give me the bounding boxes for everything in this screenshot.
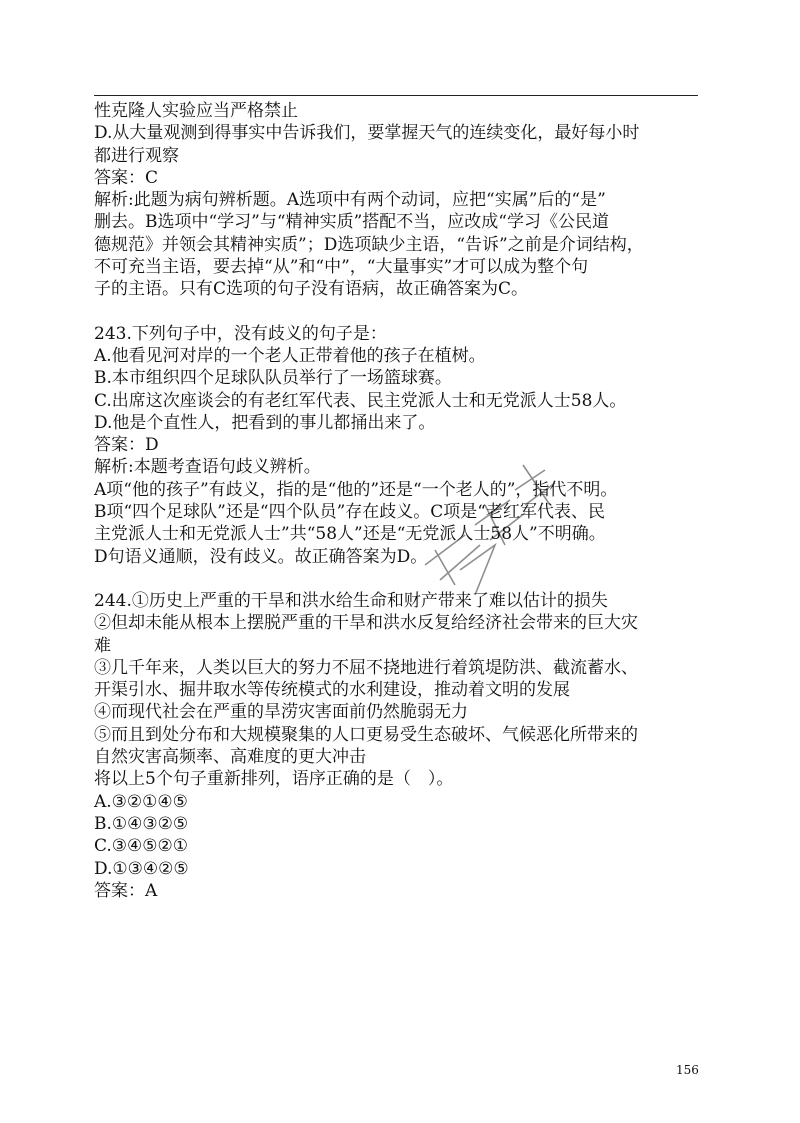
option-a: A.他看见河对岸的一个老人正带着他的孩子在植树。: [94, 345, 486, 366]
answer-line: 答案：C: [94, 167, 159, 188]
sentence-line: ②但却未能从根本上摆脱严重的干旱和洪水反复给经济社会带来的巨大灾: [94, 613, 638, 634]
page-number: 156: [676, 1063, 699, 1077]
analysis-line: 解析:此题为病句辨析题。A选项中有两个动词，应把“实属”后的“是”: [94, 190, 606, 211]
sentence-line: 开渠引水、掘井取水等传统模式的水利建设，推动着文明的发展: [94, 680, 570, 701]
question-243: [94, 323, 704, 568]
sentence-line: ⑤而且到处分布和大规模聚集的人口更易受生态破坏、气候恶化所带来的: [94, 724, 638, 745]
header-rule: [94, 95, 698, 96]
analysis-line: 解析:本题考查语句歧义辨析。: [94, 457, 321, 478]
analysis-line: 不可充当主语，要去掉“从”和“中”，“大量事实”才可以成为整个句: [94, 257, 589, 278]
analysis-line: 删去。B选项中“学习”与“精神实质”搭配不当，应改成“学习《公民道: [94, 212, 609, 233]
question-stem: 将以上5个句子重新排列，语序正确的是（ ）。: [94, 769, 454, 790]
option-c: C.③④⑤②①: [94, 836, 189, 857]
option-a: A.③②①④⑤: [94, 791, 188, 812]
answer-line: 答案：A: [94, 880, 158, 901]
question-242-tail: [94, 100, 704, 301]
answer-line: 答案：D: [94, 435, 159, 456]
document-body: [94, 100, 704, 902]
option-b: B.①④③②⑤: [94, 813, 189, 834]
option-b: B.本市组织四个足球队队员举行了一场篮球赛。: [94, 368, 452, 389]
sentence-line: 244.①历史上严重的干旱和洪水给生命和财产带来了难以估计的损失: [94, 590, 608, 611]
analysis-line: 主党派人士和无党派人士”共“58人”还是“无党派人士58人”不明确。: [94, 524, 606, 545]
sentence-line: ③几千年来，人类以巨大的努力不屈不挠地进行着筑堤防洪、截流蓄水、: [94, 657, 638, 678]
option-d: D.①③④②⑤: [94, 858, 189, 879]
option-d-line: 都进行观察: [94, 145, 179, 166]
analysis-line: A项“他的孩子”有歧义，指的是“他的”还是“一个老人的”，指代不明。: [94, 479, 618, 500]
sentence-line: 自然灾害高频率、高难度的更大冲击: [94, 747, 366, 768]
question-stem: 243.下列句子中，没有歧义的句子是：: [94, 323, 387, 344]
option-c-continued: 性克隆人实验应当严格禁止: [94, 101, 298, 121]
option-d: D.他是个直性人，把看到的事儿都捅出来了。: [94, 412, 436, 433]
analysis-line: 德规范》并领会其精神实质”；D选项缺少主语，“告诉”之前是介词结构，: [94, 234, 644, 255]
analysis-line: B项“四个足球队”还是“四个队员”存在歧义。C项是“老红军代表、民: [94, 502, 605, 523]
option-c: C.出席这次座谈会的有老红军代表、民主党派人士和无党派人士58人。: [94, 390, 627, 411]
option-d-line: D.从大量观测到得事实中告诉我们，要掌握天气的连续变化，最好每小时: [94, 123, 640, 144]
analysis-line: D句语义通顺，没有歧义。故正确答案为D。: [94, 546, 428, 567]
analysis-line: 子的主语。只有C选项的句子没有语病，故正确答案为C。: [94, 279, 529, 300]
question-244: [94, 590, 704, 902]
sentence-line: ④而现代社会在严重的旱涝灾害面前仍然脆弱无力: [94, 702, 468, 723]
sentence-line: 难: [94, 635, 111, 656]
